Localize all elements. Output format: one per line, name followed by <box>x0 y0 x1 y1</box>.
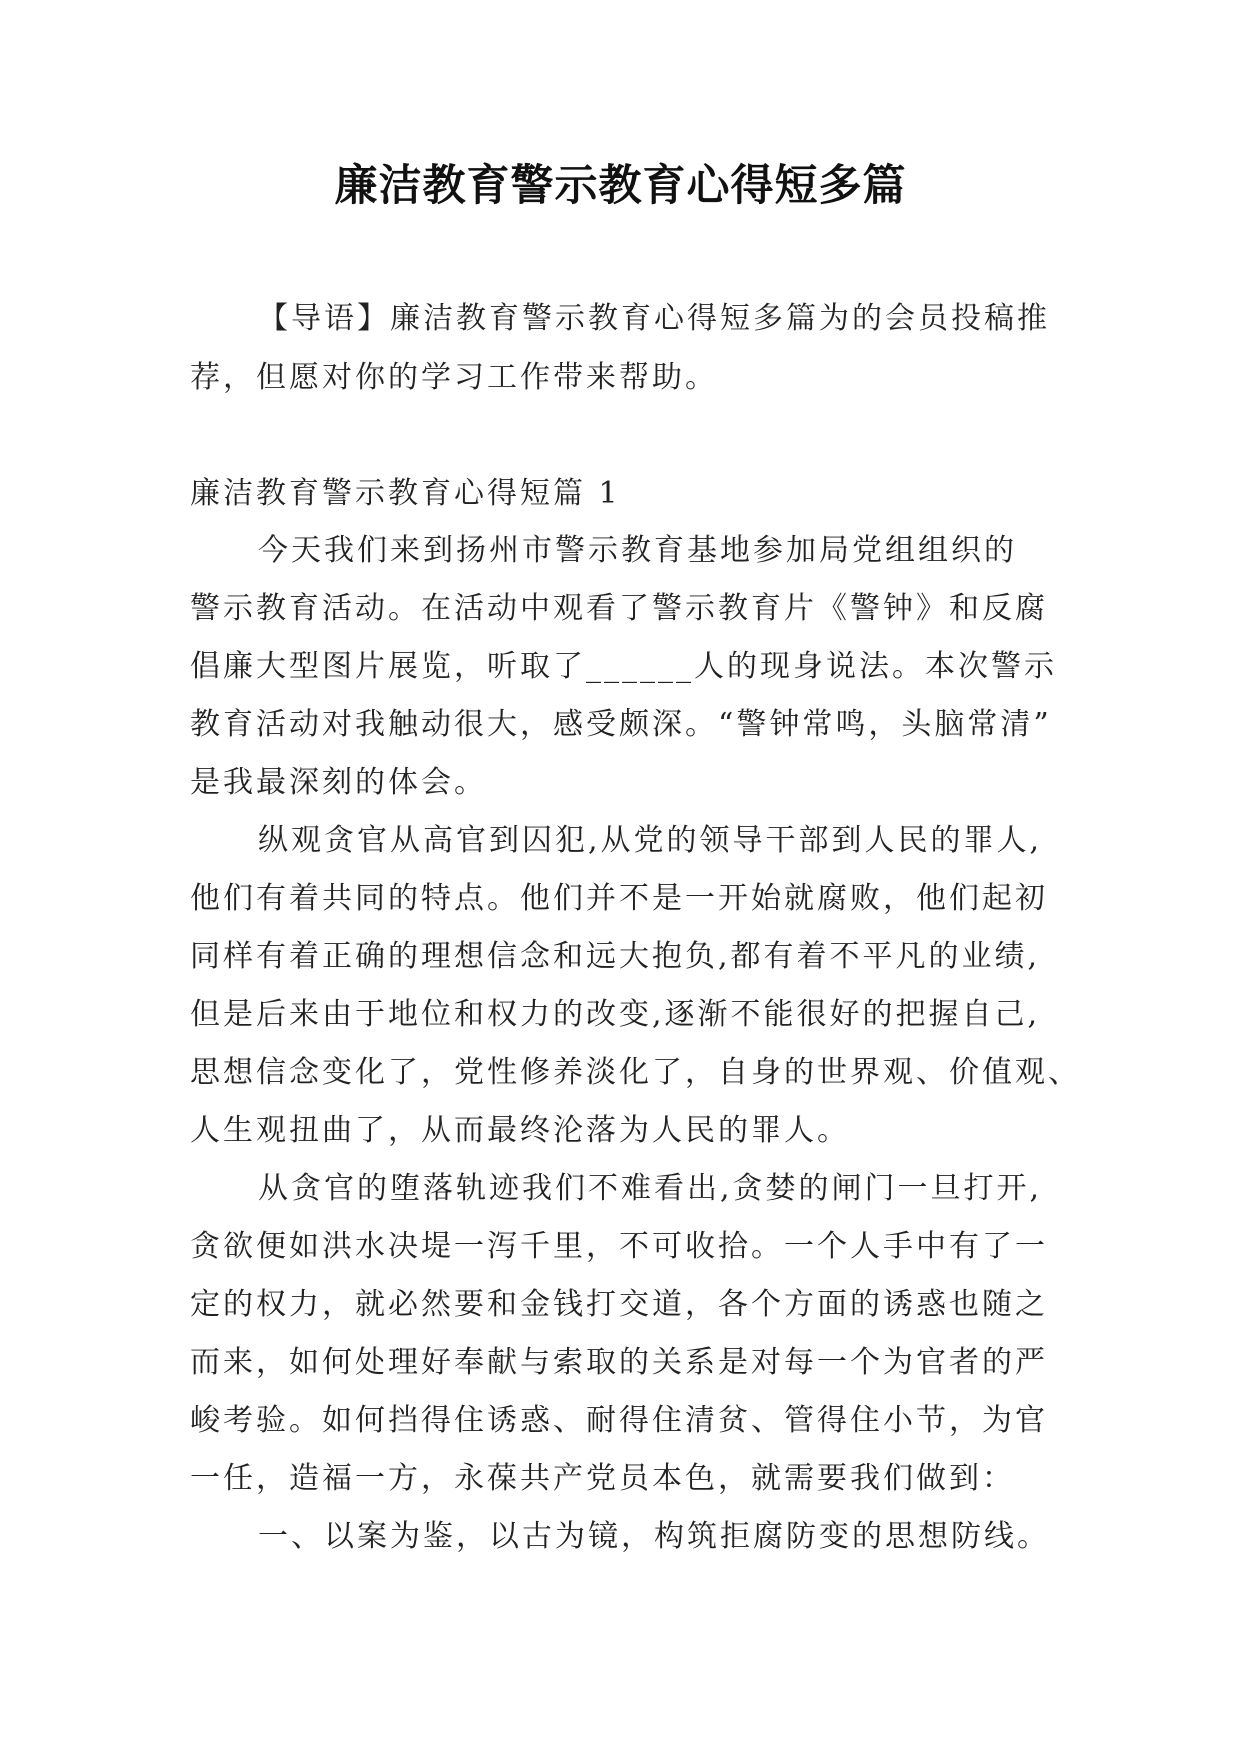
paragraph-line: 峻考验。如何挡得住诱惑、耐得住清贫、管得住小节，为官 <box>190 1403 1048 1438</box>
paragraph-line: 贪欲便如洪水决堤一泻千里，不可收拾。一个人手中有了一 <box>190 1229 1048 1264</box>
paragraph-line: 人生观扭曲了，从而最终沦落为人民的罪人。 <box>190 1113 850 1148</box>
document-title: 廉洁教育警示教育心得短多篇 <box>334 161 907 211</box>
paragraph-line: 而来，如何处理好奉献与索取的关系是对每一个为官者的严 <box>190 1345 1048 1380</box>
paragraph-line: 今天我们来到扬州市警示教育基地参加局党组组织的 <box>258 533 1017 568</box>
paragraph-line: 思想信念变化了，党性修养淡化了，自身的世界观、价值观、 <box>190 1055 1081 1090</box>
paragraph-line: 他们有着共同的特点。他们并不是一开始就腐败，他们起初 <box>190 881 1048 916</box>
paragraph-line: 一、以案为鉴，以古为镜，构筑拒腐防变的思想防线。 <box>258 1519 1050 1554</box>
paragraph-line: 一任，造福一方，永葆共产党员本色，就需要我们做到： <box>190 1461 1015 1496</box>
paragraph-line: 定的权力，就必然要和金钱打交道，各个方面的诱惑也随之 <box>190 1287 1048 1322</box>
paragraph-line: 警示教育活动。在活动中观看了警示教育片《警钟》和反腐 <box>190 591 1048 626</box>
paragraph-line: 倡廉大型图片展览，听取了______人的现身说法。本次警示 <box>190 649 1057 684</box>
paragraph-line: 但是后来由于地位和权力的改变,逐渐不能很好的把握自己, <box>190 997 1041 1032</box>
paragraph-line: 同样有着正确的理想信念和远大抱负,都有着不平凡的业绩, <box>190 939 1041 974</box>
section-heading: 廉洁教育警示教育心得短篇 1 <box>190 476 621 511</box>
intro-line: 荐，但愿对你的学习工作带来帮助。 <box>190 360 718 395</box>
paragraph-line: 从贪官的堕落轨迹我们不难看出,贪婪的闸门一旦打开, <box>258 1171 1043 1206</box>
intro-line: 【导语】廉洁教育警示教育心得短多篇为的会员投稿推 <box>258 301 1050 336</box>
paragraph-line: 是我最深刻的体会。 <box>190 765 487 800</box>
paragraph-line: 教育活动对我触动很大，感受颇深。“警钟常鸣，头脑常清” <box>190 707 1052 742</box>
paragraph-line: 纵观贪官从高官到囚犯,从党的领导干部到人民的罪人, <box>258 823 1043 858</box>
